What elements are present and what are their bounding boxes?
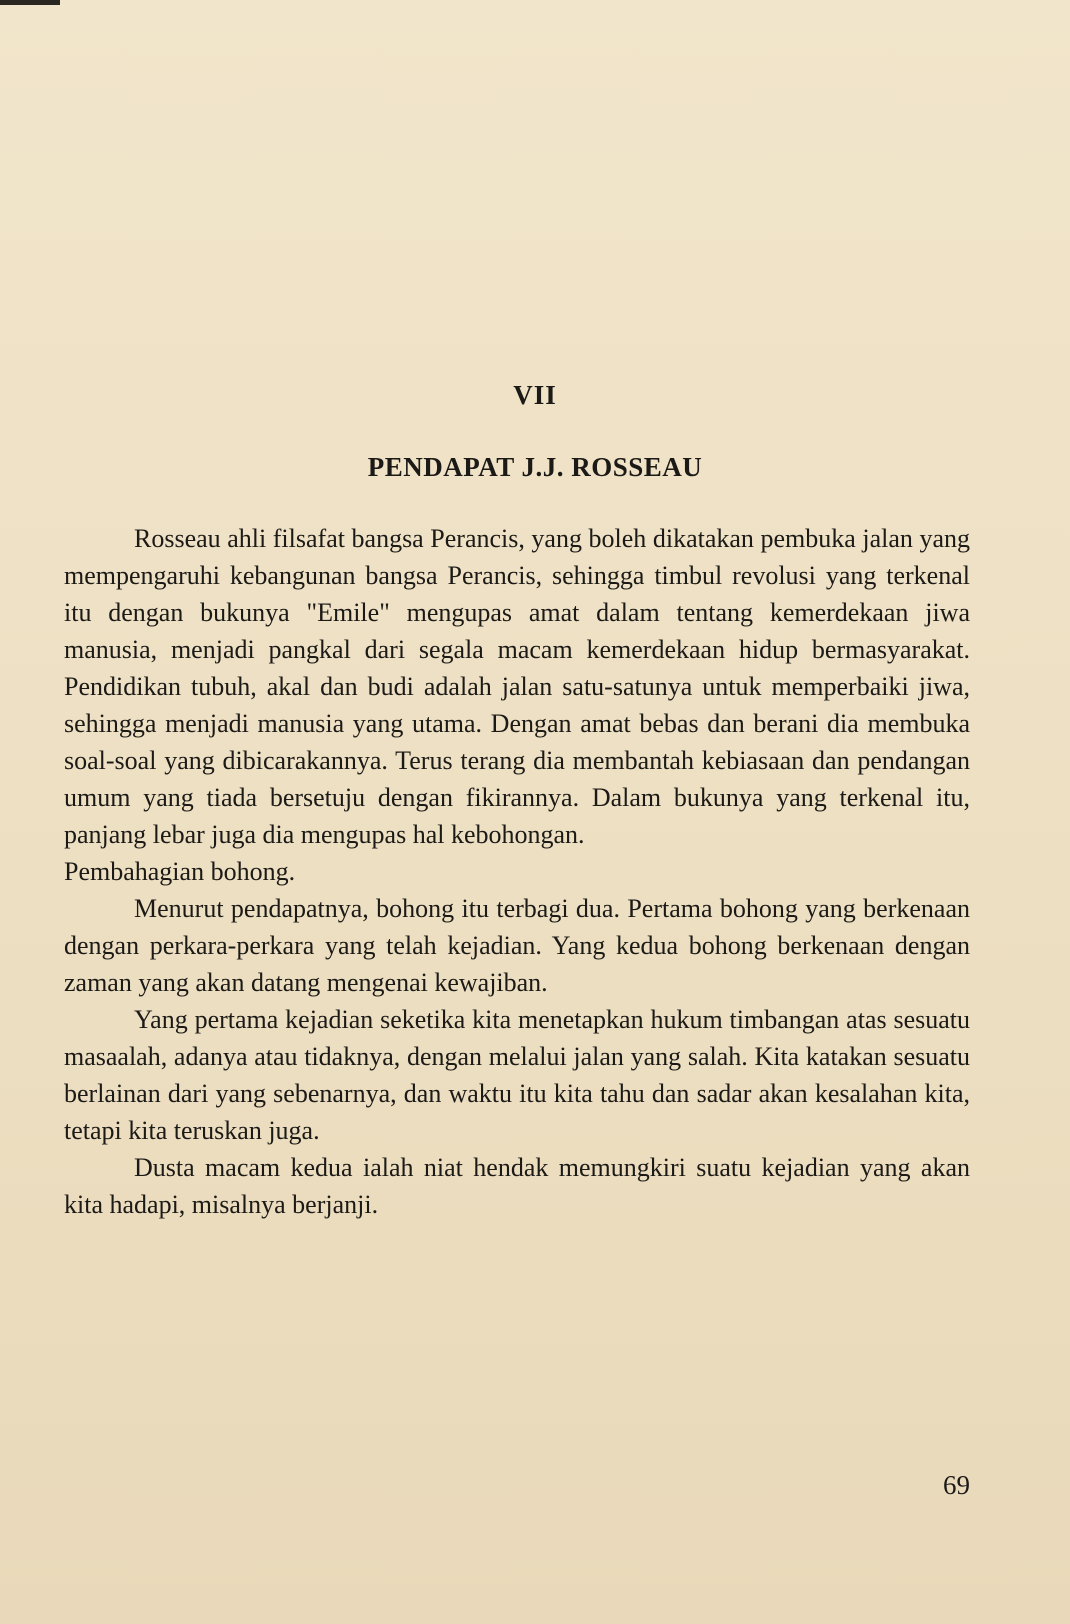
paragraph-intro: Rosseau ahli filsafat bangsa Perancis, yang boleh dikatakan pembuka jalan yang mempengaruhi kebangunan bangsa Perancis, sehingga timbul revolusi yang terkenal itu dengan bukunya "Emile" mengupas amat dalam tentang kemerdekaan jiwa manusia, menjadi pangkal dari segala macam kemerdekaan hidup bermasyarakat. Pendidikan tubuh, akal dan budi adalah jalan satu-satunya untuk memperbaiki jiwa, sehingga menjadi manusia yang utama. Dengan amat bebas dan berani dia membuka soal-soal yang dibicarakannya. Terus terang dia membantah kebiasaan dan pendangan umum yang tiada bersetuju dengan fikirannya. Dalam bukunya yang terkenal itu, panjang lebar juga dia mengupas hal kebohongan. — [64, 524, 970, 849]
body-text — [64, 520, 970, 1223]
paragraph-second-type: Dusta macam kedua ialah niat hendak memungkiri suatu kejadian yang akan kita hadapi, misalnya berjanji. — [64, 1153, 970, 1219]
corner-scan-mark — [0, 0, 60, 5]
page-number: 69 — [943, 1470, 970, 1500]
section-heading: Pembahagian bohong. — [64, 857, 296, 886]
chapter-number: VII — [513, 380, 557, 410]
paragraph-first-type: Yang pertama kejadian seketika kita menetapkan hukum timbangan atas sesuatu masaalah, adanya atau tidaknya, dengan melalui jalan yang salah. Kita katakan sesuatu berlainan dari yang sebenarnya, dan waktu itu kita tahu dan sadar akan kesalahan kita, tetapi kita teruskan juga. — [64, 1005, 970, 1145]
chapter-title: PENDAPAT J.J. ROSSEAU — [367, 452, 703, 482]
paragraph-division: Menurut pendapatnya, bohong itu terbagi dua. Pertama bohong yang berkenaan dengan perkara-perkara yang telah kejadian. Yang kedua bohong berkenaan dengan zaman yang akan datang mengenai kewajiban. — [64, 894, 970, 997]
